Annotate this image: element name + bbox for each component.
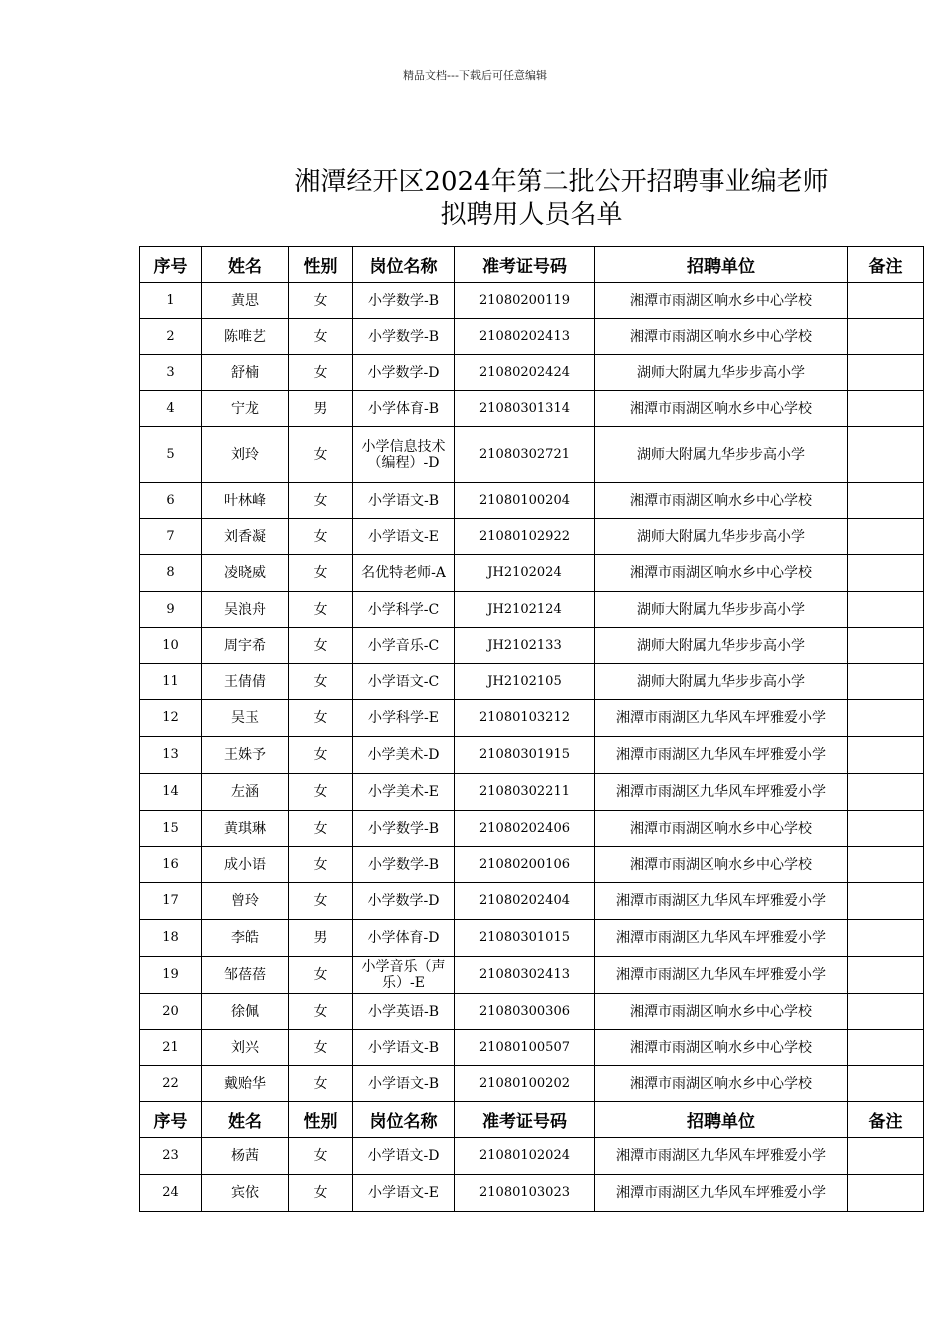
position-cell: 小学数学-B — [353, 319, 455, 355]
table-row — [140, 920, 924, 957]
exam-id-cell: JH2102105 — [455, 664, 595, 700]
exam-id-cell: 21080301915 — [455, 737, 595, 774]
position-cell: 小学美术-D — [353, 737, 455, 774]
table-row — [140, 1066, 924, 1102]
gender-cell: 女 — [289, 774, 353, 811]
gender-cell: 女 — [289, 1030, 353, 1066]
name-cell: 吴玉 — [202, 700, 289, 737]
name-cell: 杨茜 — [202, 1138, 289, 1175]
gender-cell: 女 — [289, 355, 353, 391]
position-cell: 小学数学-D — [353, 355, 455, 391]
table-row — [140, 847, 924, 883]
serial-cell: 1 — [140, 283, 202, 319]
table-row — [140, 957, 924, 994]
employer-cell: 湘潭市雨湖区九华风车坪雅爱小学 — [595, 774, 848, 811]
serial-cell: 15 — [140, 811, 202, 847]
table-row — [140, 283, 924, 319]
name-cell: 凌晓威 — [202, 555, 289, 592]
serial-cell: 13 — [140, 737, 202, 774]
table-row — [140, 1138, 924, 1175]
employer-cell: 湖师大附属九华步步高小学 — [595, 664, 848, 700]
remark-cell — [848, 737, 924, 774]
gender-cell: 女 — [289, 957, 353, 994]
exam-id-cell: 21080302413 — [455, 957, 595, 994]
gender-cell: 女 — [289, 555, 353, 592]
column-header-employer: 招聘单位 — [595, 247, 848, 283]
gender-cell: 女 — [289, 1138, 353, 1175]
gender-cell: 女 — [289, 700, 353, 737]
position-cell: 小学数学-B — [353, 811, 455, 847]
name-cell: 刘玲 — [202, 427, 289, 483]
table-row — [140, 427, 924, 483]
table-row — [140, 700, 924, 737]
employer-cell: 湘潭市雨湖区九华风车坪雅爱小学 — [595, 883, 848, 920]
employer-cell: 湘潭市雨湖区九华风车坪雅爱小学 — [595, 700, 848, 737]
gender-cell: 女 — [289, 737, 353, 774]
name-cell: 黄琪琳 — [202, 811, 289, 847]
serial-cell: 7 — [140, 519, 202, 555]
name-cell: 王姝予 — [202, 737, 289, 774]
position-cell: 小学科学-C — [353, 592, 455, 628]
gender-cell: 女 — [289, 319, 353, 355]
table-row — [140, 1175, 924, 1212]
name-cell: 王倩倩 — [202, 664, 289, 700]
table-row — [140, 883, 924, 920]
serial-cell: 10 — [140, 628, 202, 664]
position-cell: 小学语文-E — [353, 1175, 455, 1212]
remark-cell — [848, 1030, 924, 1066]
table-row — [140, 555, 924, 592]
exam-id-cell: 21080103023 — [455, 1175, 595, 1212]
serial-cell: 16 — [140, 847, 202, 883]
remark-cell — [848, 664, 924, 700]
position-cell: 小学音乐（声乐）-E — [353, 957, 455, 994]
serial-cell: 14 — [140, 774, 202, 811]
serial-cell: 12 — [140, 700, 202, 737]
exam-id-cell: 21080103212 — [455, 700, 595, 737]
serial-cell: 3 — [140, 355, 202, 391]
position-cell: 小学语文-E — [353, 519, 455, 555]
exam-id-cell: 21080100204 — [455, 483, 595, 519]
employer-cell: 湖师大附属九华步步高小学 — [595, 592, 848, 628]
exam-id-cell: 21080200106 — [455, 847, 595, 883]
employer-cell: 湖师大附属九华步步高小学 — [595, 427, 848, 483]
gender-cell: 女 — [289, 664, 353, 700]
gender-cell: 女 — [289, 811, 353, 847]
watermark-text: 精品文档---下载后可任意编辑 — [403, 69, 547, 82]
employer-cell: 湘潭市雨湖区九华风车坪雅爱小学 — [595, 1138, 848, 1175]
gender-cell: 女 — [289, 847, 353, 883]
name-cell: 宁龙 — [202, 391, 289, 427]
position-cell: 小学语文-D — [353, 1138, 455, 1175]
column-header-employer: 招聘单位 — [595, 1102, 848, 1138]
serial-cell: 23 — [140, 1138, 202, 1175]
name-cell: 舒楠 — [202, 355, 289, 391]
table-row — [140, 664, 924, 700]
hiring-roster-table — [139, 246, 924, 1212]
position-cell: 小学语文-B — [353, 1030, 455, 1066]
column-header-position: 岗位名称 — [353, 247, 455, 283]
column-header-serial: 序号 — [140, 247, 202, 283]
remark-cell — [848, 811, 924, 847]
remark-cell — [848, 555, 924, 592]
employer-cell: 湘潭市雨湖区响水乡中心学校 — [595, 319, 848, 355]
employer-cell: 湘潭市雨湖区九华风车坪雅爱小学 — [595, 957, 848, 994]
gender-cell: 女 — [289, 592, 353, 628]
remark-cell — [848, 1138, 924, 1175]
exam-id-cell: JH2102133 — [455, 628, 595, 664]
page-title — [140, 166, 923, 232]
exam-id-cell: JH2102124 — [455, 592, 595, 628]
column-header-remark: 备注 — [848, 247, 924, 283]
name-cell: 戴贻华 — [202, 1066, 289, 1102]
gender-cell: 女 — [289, 483, 353, 519]
position-cell: 小学数学-B — [353, 847, 455, 883]
exam-id-cell: 21080300306 — [455, 994, 595, 1030]
table-row — [140, 774, 924, 811]
serial-cell: 4 — [140, 391, 202, 427]
remark-cell — [848, 519, 924, 555]
employer-cell: 湖师大附属九华步步高小学 — [595, 628, 848, 664]
title-line-2: 拟聘用人员名单 — [440, 200, 623, 230]
gender-cell: 女 — [289, 1066, 353, 1102]
serial-cell: 8 — [140, 555, 202, 592]
exam-id-cell: 21080100507 — [455, 1030, 595, 1066]
position-cell: 名优特老师-A — [353, 555, 455, 592]
table-row — [140, 1030, 924, 1066]
name-cell: 周宇希 — [202, 628, 289, 664]
employer-cell: 湖师大附属九华步步高小学 — [595, 519, 848, 555]
gender-cell: 女 — [289, 1175, 353, 1212]
table-row — [140, 319, 924, 355]
remark-cell — [848, 355, 924, 391]
exam-id-cell: 21080202424 — [455, 355, 595, 391]
serial-cell: 18 — [140, 920, 202, 957]
position-cell: 小学体育-B — [353, 391, 455, 427]
name-cell: 邹蓓蓓 — [202, 957, 289, 994]
position-cell: 小学科学-E — [353, 700, 455, 737]
serial-cell: 21 — [140, 1030, 202, 1066]
table-row — [140, 737, 924, 774]
serial-cell: 17 — [140, 883, 202, 920]
remark-cell — [848, 391, 924, 427]
remark-cell — [848, 1175, 924, 1212]
name-cell: 徐佩 — [202, 994, 289, 1030]
table-row — [140, 811, 924, 847]
name-cell: 左涵 — [202, 774, 289, 811]
column-header-serial: 序号 — [140, 1102, 202, 1138]
employer-cell: 湘潭市雨湖区九华风车坪雅爱小学 — [595, 737, 848, 774]
exam-id-cell: 21080302211 — [455, 774, 595, 811]
position-cell: 小学语文-C — [353, 664, 455, 700]
serial-cell: 19 — [140, 957, 202, 994]
gender-cell: 男 — [289, 391, 353, 427]
remark-cell — [848, 283, 924, 319]
employer-cell: 湘潭市雨湖区响水乡中心学校 — [595, 1066, 848, 1102]
exam-id-cell: 21080102024 — [455, 1138, 595, 1175]
column-header-name: 姓名 — [202, 1102, 289, 1138]
column-header-exam-id: 准考证号码 — [455, 1102, 595, 1138]
exam-id-cell: 21080301015 — [455, 920, 595, 957]
exam-id-cell: 21080202406 — [455, 811, 595, 847]
name-cell: 曾玲 — [202, 883, 289, 920]
name-cell: 叶林峰 — [202, 483, 289, 519]
position-cell: 小学语文-B — [353, 483, 455, 519]
table-row — [140, 355, 924, 391]
column-header-gender: 性别 — [289, 247, 353, 283]
exam-id-cell: 21080102922 — [455, 519, 595, 555]
serial-cell: 24 — [140, 1175, 202, 1212]
name-cell: 吴浪舟 — [202, 592, 289, 628]
employer-cell: 湘潭市雨湖区响水乡中心学校 — [595, 391, 848, 427]
position-cell: 小学美术-E — [353, 774, 455, 811]
column-header-gender: 性别 — [289, 1102, 353, 1138]
name-cell: 成小语 — [202, 847, 289, 883]
gender-cell: 女 — [289, 883, 353, 920]
exam-id-cell: 21080302721 — [455, 427, 595, 483]
employer-cell: 湘潭市雨湖区响水乡中心学校 — [595, 555, 848, 592]
serial-cell: 2 — [140, 319, 202, 355]
name-cell: 刘香凝 — [202, 519, 289, 555]
gender-cell: 女 — [289, 994, 353, 1030]
position-cell: 小学数学-D — [353, 883, 455, 920]
remark-cell — [848, 920, 924, 957]
employer-cell: 湘潭市雨湖区响水乡中心学校 — [595, 811, 848, 847]
employer-cell: 湘潭市雨湖区响水乡中心学校 — [595, 483, 848, 519]
remark-cell — [848, 994, 924, 1030]
remark-cell — [848, 847, 924, 883]
remark-cell — [848, 592, 924, 628]
employer-cell: 湘潭市雨湖区响水乡中心学校 — [595, 1030, 848, 1066]
column-header-remark: 备注 — [848, 1102, 924, 1138]
table-row — [140, 592, 924, 628]
name-cell: 刘兴 — [202, 1030, 289, 1066]
employer-cell: 湖师大附属九华步步高小学 — [595, 355, 848, 391]
first-header-row — [140, 247, 924, 283]
employer-cell: 湘潭市雨湖区响水乡中心学校 — [595, 994, 848, 1030]
position-cell: 小学体育-D — [353, 920, 455, 957]
table-row — [140, 391, 924, 427]
remark-cell — [848, 883, 924, 920]
position-cell: 小学音乐-C — [353, 628, 455, 664]
serial-cell: 20 — [140, 994, 202, 1030]
table-row — [140, 994, 924, 1030]
name-cell: 宾依 — [202, 1175, 289, 1212]
column-header-exam-id: 准考证号码 — [455, 247, 595, 283]
remark-cell — [848, 1066, 924, 1102]
exam-id-cell: 21080202413 — [455, 319, 595, 355]
gender-cell: 女 — [289, 283, 353, 319]
gender-cell: 男 — [289, 920, 353, 957]
exam-id-cell: 21080301314 — [455, 391, 595, 427]
name-cell: 黄思 — [202, 283, 289, 319]
position-cell: 小学信息技术（编程）-D — [353, 427, 455, 483]
employer-cell: 湘潭市雨湖区九华风车坪雅爱小学 — [595, 1175, 848, 1212]
gender-cell: 女 — [289, 628, 353, 664]
employer-cell: 湘潭市雨湖区响水乡中心学校 — [595, 283, 848, 319]
column-header-position: 岗位名称 — [353, 1102, 455, 1138]
table-row — [140, 628, 924, 664]
remark-cell — [848, 957, 924, 994]
position-cell: 小学英语-B — [353, 994, 455, 1030]
column-header-name: 姓名 — [202, 247, 289, 283]
remark-cell — [848, 319, 924, 355]
remark-cell — [848, 700, 924, 737]
name-cell: 李皓 — [202, 920, 289, 957]
serial-cell: 5 — [140, 427, 202, 483]
employer-cell: 湘潭市雨湖区九华风车坪雅爱小学 — [595, 920, 848, 957]
exam-id-cell: 21080202404 — [455, 883, 595, 920]
name-cell: 陈唯艺 — [202, 319, 289, 355]
position-cell: 小学语文-B — [353, 1066, 455, 1102]
position-cell: 小学数学-B — [353, 283, 455, 319]
exam-id-cell: 21080200119 — [455, 283, 595, 319]
remark-cell — [848, 483, 924, 519]
gender-cell: 女 — [289, 427, 353, 483]
serial-cell: 11 — [140, 664, 202, 700]
exam-id-cell: JH2102024 — [455, 555, 595, 592]
serial-cell: 6 — [140, 483, 202, 519]
employer-cell: 湘潭市雨湖区响水乡中心学校 — [595, 847, 848, 883]
second-header-row — [140, 1102, 924, 1138]
table-row — [140, 483, 924, 519]
remark-cell — [848, 628, 924, 664]
title-line-1: 湘潭经开区2024年第二批公开招聘事业编老师 — [294, 167, 829, 197]
table-row — [140, 519, 924, 555]
gender-cell: 女 — [289, 519, 353, 555]
serial-cell: 22 — [140, 1066, 202, 1102]
remark-cell — [848, 774, 924, 811]
serial-cell: 9 — [140, 592, 202, 628]
exam-id-cell: 21080100202 — [455, 1066, 595, 1102]
remark-cell — [848, 427, 924, 483]
